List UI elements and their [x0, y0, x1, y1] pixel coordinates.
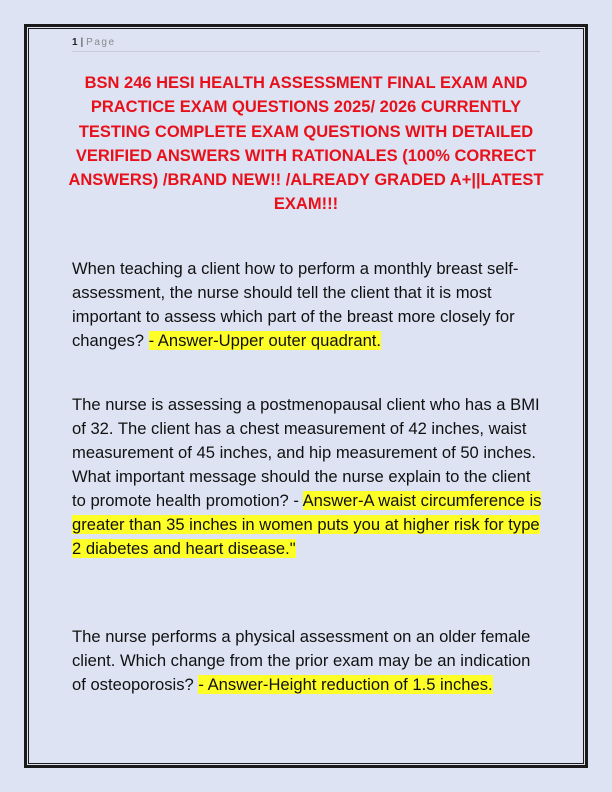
answer-highlight: - Answer-Upper outer quadrant. — [148, 331, 382, 350]
page-word: Page — [86, 37, 116, 48]
question-text: The nurse is assessing a postmenopausal client who has a BMI of 32. The client has a chest measurement of 42 inches, waist measurement of 45 inches, and hip measurement of 50 inches. What important message should the nurse explain to the client to promote health promotion? - — [72, 395, 540, 510]
answer-highlight: - Answer-Height reduction of 1.5 inches. — [198, 675, 493, 694]
question-block-2 — [72, 393, 546, 561]
page-number: 1 — [72, 37, 78, 48]
page-separator: | — [80, 37, 84, 48]
question-block-1 — [72, 257, 546, 353]
question-text: When teaching a client how to perform a monthly breast self-assessment, the nurse should tell the client that it is most important to assess which part of the breast more closely for changes? — [72, 259, 519, 350]
page-header — [72, 36, 540, 52]
question-text: The nurse performs a physical assessment on an older female client. Which change from the prior exam may be an indication of osteoporosis? — [72, 627, 531, 694]
question-block-3 — [72, 625, 546, 697]
document-title: BSN 246 HESI HEALTH ASSESSMENT FINAL EXAM AND PRACTICE EXAM QUESTIONS 2025/ 2026 CURRENTLY TESTING COMPLETE EXAM QUESTIONS WITH DETAILED VERIFIED ANSWERS WITH RATIONALES (100% CORRECT ANSWERS) /BRAND NEW!! /ALREADY GRADED A+||LATEST EXAM!!! — [68, 74, 544, 214]
answer-highlight: Answer-A waist circumference is greater than 35 inches in women puts you at higher risk for type 2 diabetes and heart disease." — [72, 491, 542, 558]
